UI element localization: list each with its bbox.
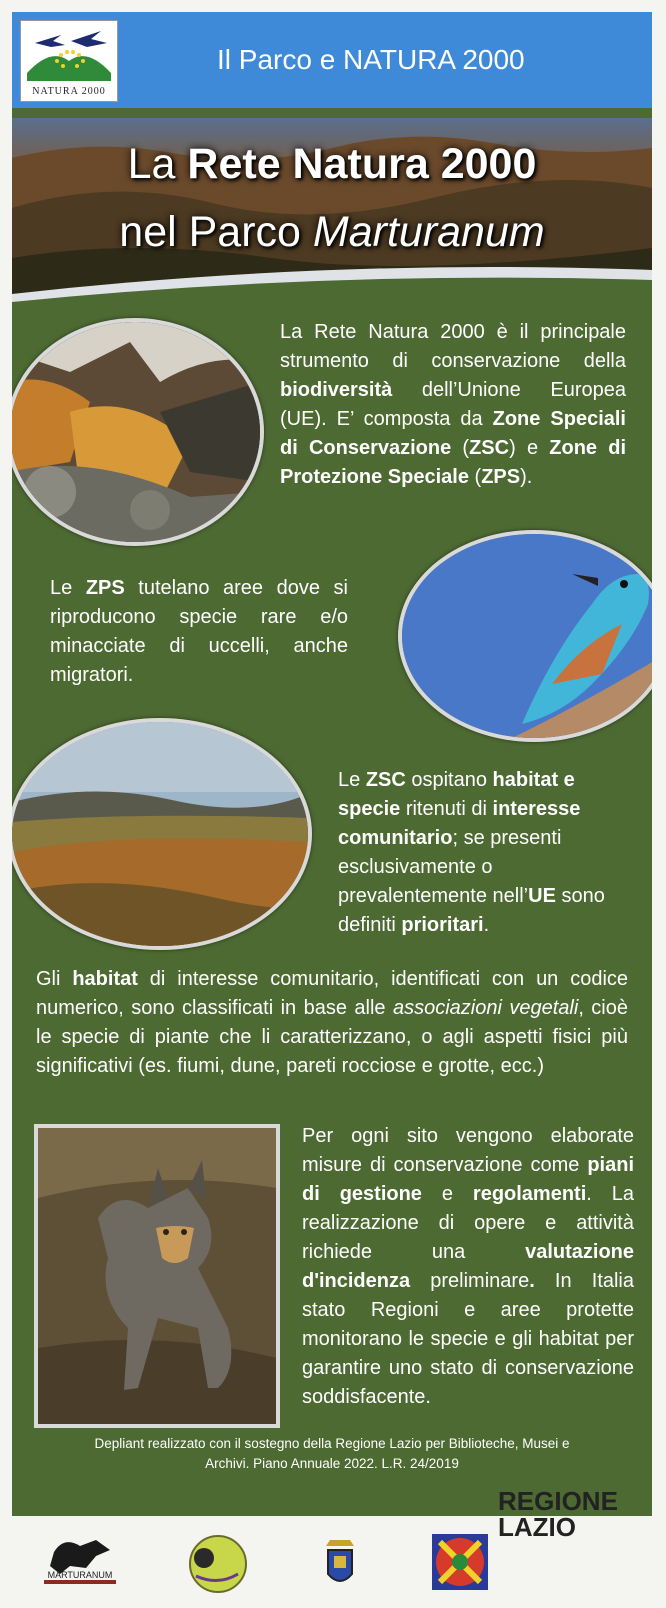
regione-lazio-label: REGIONE LAZIO bbox=[498, 1486, 618, 1542]
hero-title-line1: La Rete Natura 2000 bbox=[127, 140, 537, 188]
header-title: Il Parco e NATURA 2000 bbox=[217, 44, 525, 75]
hero-banner bbox=[12, 118, 652, 308]
library-seal-icon bbox=[190, 1536, 246, 1592]
roller-bird-photo bbox=[398, 530, 652, 742]
hills-landscape-photo bbox=[12, 718, 312, 950]
natura2000-logo bbox=[20, 20, 118, 102]
marturanum-label: MARTURANUM bbox=[47, 1570, 113, 1580]
brochure-page bbox=[12, 12, 652, 1516]
wolf-photo bbox=[34, 1124, 280, 1428]
regione-lazio-emblem-icon bbox=[432, 1534, 488, 1590]
paragraph-zsc: Le ZSC ospitano habitat e specie ritenuti di interesse comunitario; se presenti esclusivamente o prevalentemente nell’UE sono definiti prioritari. bbox=[338, 769, 605, 936]
autumn-canyon-photo bbox=[12, 318, 264, 546]
credit-text: Depliant realizzato con il sostegno della Regione Lazio per Biblioteche, Musei e Archivi. Piano Annuale 2022. L.R. 24/2019 bbox=[94, 1436, 570, 1471]
paragraph-rete-natura: La Rete Natura 2000 è il principale strumento di conservazione della biodiversità dell’Unione Europea (UE). E’ composta da Zone Speciali di Conservazione (ZSC) e Zone di Protezione Speciale (ZPS). bbox=[280, 321, 627, 488]
logo-caption: NATURA 2000 bbox=[32, 86, 106, 97]
paragraph-zps: Le ZPS tutelano aree dove si riproducono specie rare e/o minacciate di uccelli, anche migratori. bbox=[50, 577, 348, 686]
municipality-crest-icon bbox=[326, 1540, 354, 1581]
header-bar bbox=[12, 12, 652, 108]
paragraph-conservazione: Per ogni sito vengono elaborate misure di conservazione come piani di gestione e regolamenti. La realizzazione di opere e attività richiede una valutazione d'incidenza preliminare. In Italia stato Regioni e aree protette monitorano le specie e gli habitat per garantire uno stato di conservazione soddisfacente. bbox=[302, 1125, 635, 1408]
natura2000-emblem-icon bbox=[21, 21, 117, 85]
hero-title-line2: nel Parco Marturanum bbox=[119, 208, 545, 256]
paragraph-habitat: Gli habitat di interesse comunitario, identificati con un codice numerico, sono classificati in base alle associazioni vegetali, cioè le specie di piante che li caratterizzano, o agli aspetti fisici più significativi (es. fiumi, dune, pareti rocciose e grotte, ecc.) bbox=[36, 968, 629, 1077]
